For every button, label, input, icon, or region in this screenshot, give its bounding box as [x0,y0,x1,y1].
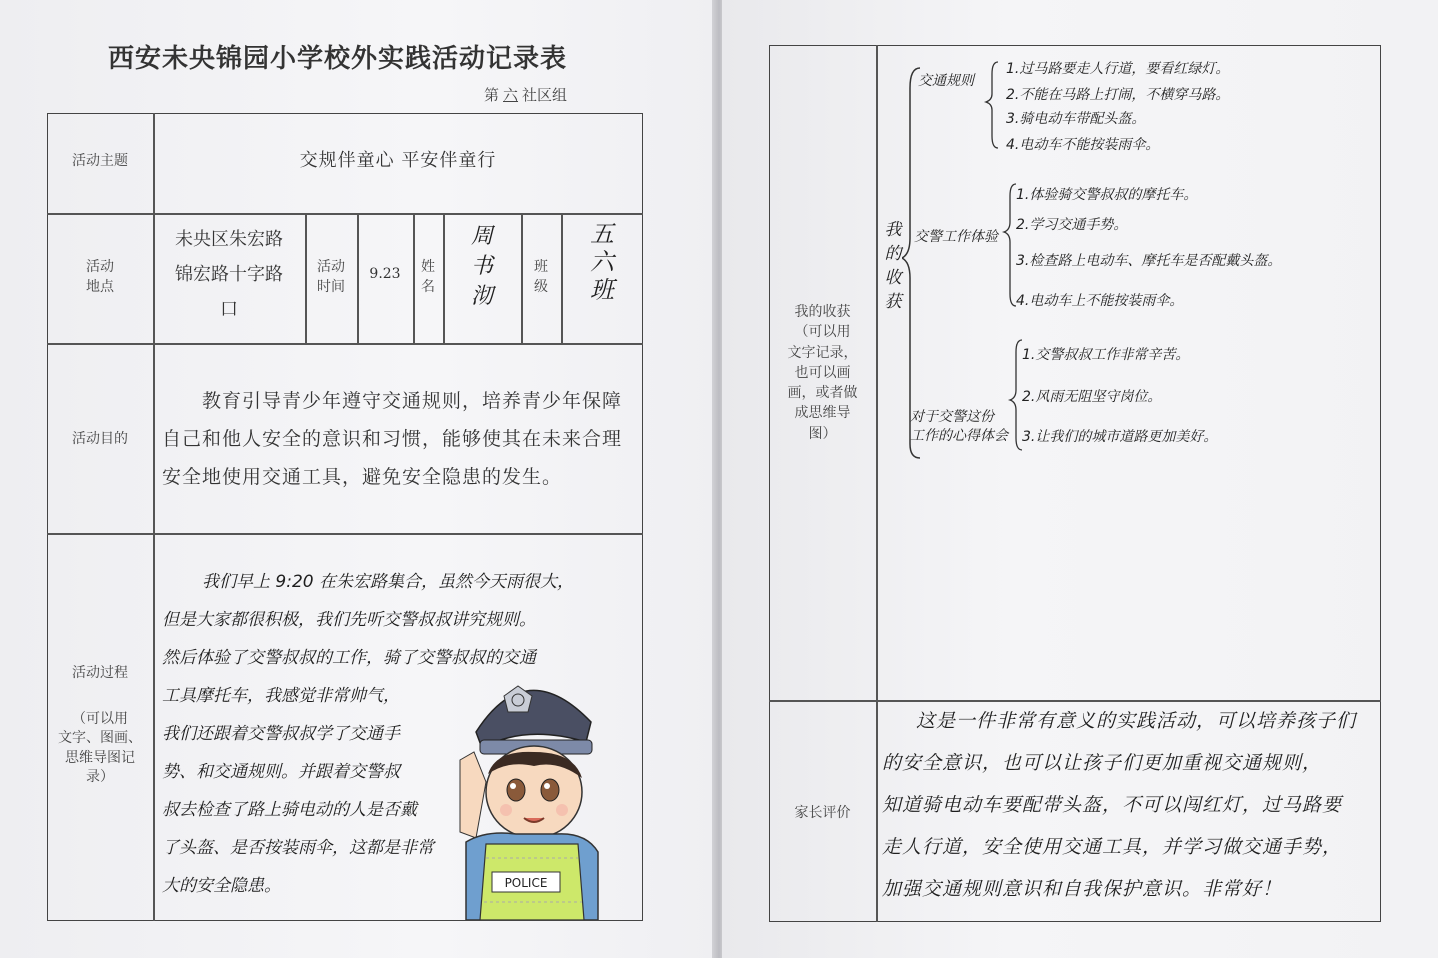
branch-reflection: 对于交警这份 工作的心得体会 [910,409,1008,444]
time-value: 9.23 [369,266,401,282]
class-label: 班 级 [534,259,548,295]
right-page [722,0,1438,958]
work-item-3: 3.检查路上电动车、摩托车是否配戴头盔。 [1016,253,1282,269]
work-item-4: 4.电动车上不能按装雨伞。 [1016,293,1184,309]
branch-police-work: 交警工作体验 [914,229,998,245]
reflection-item-2: 2.风雨无阻坚守岗位。 [1022,389,1162,405]
rule-item-2: 2.不能在马路上打闹，不横穿马路。 [1006,87,1230,103]
class-value: 五 六 班 [590,220,614,304]
rule-item-3: 3.骑电动车带配头盔。 [1006,111,1146,127]
mindmap-center: 我 的 收 获 [884,220,902,312]
reflection-item-3: 3.让我们的城市道路更加美好。 [1022,429,1218,445]
group-suffix: 社区组 [522,86,568,104]
group-number: 六 [503,86,519,104]
name-label: 姓 名 [421,259,435,295]
process-text: 我们早上 9:20 在朱宏路集合，虽然今天雨很大， 但是大家都很积极，我们先听交警叔叔讲究规则。 然后体验了交警叔叔的工作，骑了交警叔叔的交通 工具摩托车，我感觉非常帅气， 我们还跟着交警叔叔学了交通手 势、和交通规则。并跟着交警叔 叔去检查了路上骑电动的人是否戴 了头盔、是否按装雨伞，这都是非常 大的安全隐患。 [162,572,574,896]
document-title: 西安未央锦园小学校外实践活动记录表 [108,44,568,74]
location-value: 未央区朱宏路 锦宏路十字路 口 [175,229,283,320]
mindmap-braces [902,58,1022,462]
student-name: 周 书 沏 [470,224,493,309]
theme-label: 活动主题 [72,153,128,169]
reflection-item-1: 1.交警叔叔工作非常辛苦。 [1022,347,1190,363]
evaluation-label: 家长评价 [794,805,851,821]
police-officer-illustration [446,662,606,920]
purpose-text: 教育引导青少年遵守交通规则，培养青少年保障 自己和他人安全的意识和习惯，能够使其在未来合理 安全地使用交通工具，避免安全隐患的发生。 [162,390,623,488]
work-item-1: 1.体验骑交警叔叔的摩托车。 [1016,187,1198,203]
gain-label: 我的收获 （可以用 文字记录， 也可以画 画，或者做 成思维导 图） [787,304,858,442]
purpose-label: 活动目的 [72,431,128,447]
rule-item-4: 4.电动车不能按装雨伞。 [1006,137,1160,153]
police-badge-text: POLICE [504,876,548,890]
left-page [0,0,716,958]
rule-item-1: 1.过马路要走人行道，要看红绿灯。 [1006,61,1230,77]
process-label: 活动过程 （可以用 文字、图画、 思维导图记 录） [58,665,142,786]
theme-value: 交规伴童心 平安伴童行 [299,150,497,171]
work-item-2: 2.学习交通手势。 [1016,217,1128,233]
time-label: 活动 时间 [317,259,345,295]
branch-traffic-rules: 交通规则 [918,73,974,89]
location-label: 活动 地点 [86,259,114,295]
group-prefix: 第 [484,86,500,104]
group-label [484,84,567,105]
evaluation-text: 这是一件非常有意义的实践活动，可以培养孩子们 的安全意识，也可以让孩子们更加重视交通规则， 知道骑电动车要配带头盔，不可以闯红灯，过马路要 走人行道，安全使用交通工具，并学习做交通手势， 加强交通规则意识和自我保护意识。非常好！ [882,710,1357,900]
